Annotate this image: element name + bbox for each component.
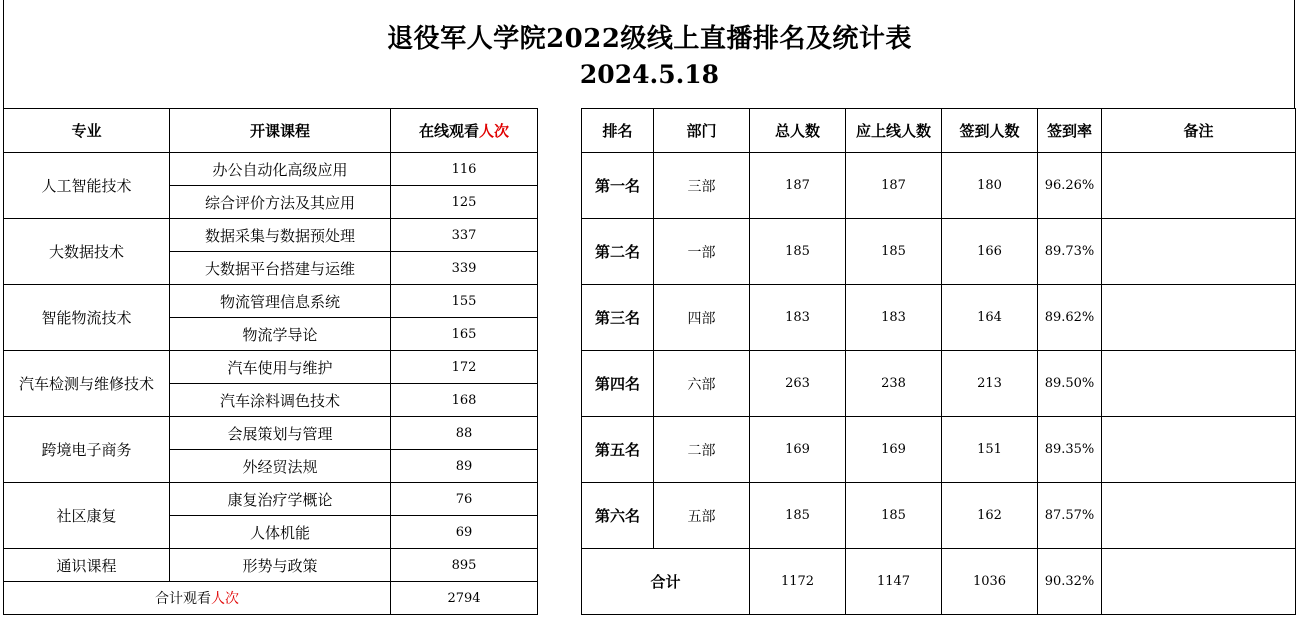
total-cell: 185	[750, 219, 846, 285]
views-cell: 165	[391, 318, 538, 351]
course-cell: 大数据平台搭建与运维	[170, 252, 391, 285]
expected-cell: 169	[846, 417, 942, 483]
signed-cell: 180	[942, 153, 1038, 219]
course-views-table	[3, 108, 538, 615]
ranking-total-label: 合计	[582, 549, 750, 615]
course-cell: 物流学导论	[170, 318, 391, 351]
signed-cell: 166	[942, 219, 1038, 285]
total-cell: 263	[750, 351, 846, 417]
header-rank: 排名	[582, 109, 654, 153]
header-views	[391, 109, 538, 153]
header-note: 备注	[1102, 109, 1296, 153]
major-cell: 人工智能技术	[4, 153, 170, 219]
page-date: 2024.5.18	[579, 60, 720, 89]
ranking-row	[582, 153, 1296, 219]
total-label-prefix: 合计观看	[155, 591, 211, 607]
attendance-ranking-table	[581, 108, 1296, 615]
major-cell: 社区康复	[4, 483, 170, 549]
total-rate-cell: 90.32%	[1038, 549, 1102, 615]
total-note-cell	[1102, 549, 1296, 615]
table-row	[4, 153, 538, 186]
rank-cell: 第二名	[582, 219, 654, 285]
header-rate: 签到率	[1038, 109, 1102, 153]
signed-cell: 151	[942, 417, 1038, 483]
total-row	[4, 582, 538, 615]
ranking-row	[582, 483, 1296, 549]
views-cell: 337	[391, 219, 538, 252]
rank-cell: 第一名	[582, 153, 654, 219]
ranking-total-row	[582, 549, 1296, 615]
expected-cell: 238	[846, 351, 942, 417]
views-cell: 895	[391, 549, 538, 582]
views-cell: 116	[391, 153, 538, 186]
course-cell: 外经贸法规	[170, 450, 391, 483]
major-cell: 跨境电子商务	[4, 417, 170, 483]
ranking-row	[582, 285, 1296, 351]
rank-cell: 第三名	[582, 285, 654, 351]
dept-cell: 一部	[654, 219, 750, 285]
table-row	[4, 549, 538, 582]
signed-cell: 162	[942, 483, 1038, 549]
views-cell: 155	[391, 285, 538, 318]
views-cell: 89	[391, 450, 538, 483]
major-cell: 汽车检测与维修技术	[4, 351, 170, 417]
expected-cell: 183	[846, 285, 942, 351]
course-cell: 数据采集与数据预处理	[170, 219, 391, 252]
major-cell: 智能物流技术	[4, 285, 170, 351]
total-cell: 187	[750, 153, 846, 219]
header-course: 开课课程	[170, 109, 391, 153]
table-row	[4, 219, 538, 252]
title-block	[0, 0, 1299, 108]
ranking-row	[582, 219, 1296, 285]
course-cell: 会展策划与管理	[170, 417, 391, 450]
left-header-row	[4, 109, 538, 153]
course-cell: 物流管理信息系统	[170, 285, 391, 318]
header-signed: 签到人数	[942, 109, 1038, 153]
views-cell: 172	[391, 351, 538, 384]
course-cell: 人体机能	[170, 516, 391, 549]
major-cell: 通识课程	[4, 549, 170, 582]
total-label-suffix: 人次	[211, 591, 239, 607]
expected-cell: 185	[846, 483, 942, 549]
table-row	[4, 285, 538, 318]
rate-cell: 89.35%	[1038, 417, 1102, 483]
header-views-prefix: 在线观看	[418, 122, 479, 140]
signed-cell: 213	[942, 351, 1038, 417]
total-total-cell: 1172	[750, 549, 846, 615]
rate-cell: 89.62%	[1038, 285, 1102, 351]
course-cell: 康复治疗学概论	[170, 483, 391, 516]
views-cell: 88	[391, 417, 538, 450]
right-header-row	[582, 109, 1296, 153]
note-cell	[1102, 285, 1296, 351]
views-cell: 69	[391, 516, 538, 549]
page-title: 退役军人学院2022级线上直播排名及统计表	[387, 24, 912, 54]
rank-cell: 第五名	[582, 417, 654, 483]
header-expected: 应上线人数	[846, 109, 942, 153]
expected-cell: 185	[846, 219, 942, 285]
major-cell: 大数据技术	[4, 219, 170, 285]
course-cell: 形势与政策	[170, 549, 391, 582]
note-cell	[1102, 219, 1296, 285]
rate-cell: 89.50%	[1038, 351, 1102, 417]
rank-cell: 第六名	[582, 483, 654, 549]
course-cell: 汽车使用与维护	[170, 351, 391, 384]
views-cell: 76	[391, 483, 538, 516]
note-cell	[1102, 153, 1296, 219]
total-signed-cell: 1036	[942, 549, 1038, 615]
header-major: 专业	[4, 109, 170, 153]
total-label-cell	[4, 582, 391, 615]
table-row	[4, 417, 538, 450]
dept-cell: 六部	[654, 351, 750, 417]
dept-cell: 五部	[654, 483, 750, 549]
signed-cell: 164	[942, 285, 1038, 351]
table-row	[4, 351, 538, 384]
course-cell: 汽车涂料调色技术	[170, 384, 391, 417]
course-cell: 办公自动化高级应用	[170, 153, 391, 186]
header-dept: 部门	[654, 109, 750, 153]
rank-cell: 第四名	[582, 351, 654, 417]
ranking-row	[582, 417, 1296, 483]
note-cell	[1102, 351, 1296, 417]
dept-cell: 二部	[654, 417, 750, 483]
expected-cell: 187	[846, 153, 942, 219]
dept-cell: 四部	[654, 285, 750, 351]
total-cell: 183	[750, 285, 846, 351]
rate-cell: 87.57%	[1038, 483, 1102, 549]
total-cell: 169	[750, 417, 846, 483]
rate-cell: 89.73%	[1038, 219, 1102, 285]
views-cell: 125	[391, 186, 538, 219]
total-expected-cell: 1147	[846, 549, 942, 615]
note-cell	[1102, 417, 1296, 483]
views-cell: 339	[391, 252, 538, 285]
views-cell: 168	[391, 384, 538, 417]
note-cell	[1102, 483, 1296, 549]
total-views-cell: 2794	[391, 582, 538, 615]
total-cell: 185	[750, 483, 846, 549]
ranking-row	[582, 351, 1296, 417]
table-row	[4, 483, 538, 516]
header-views-suffix: 人次	[479, 122, 510, 140]
rate-cell: 96.26%	[1038, 153, 1102, 219]
header-total: 总人数	[750, 109, 846, 153]
course-cell: 综合评价方法及其应用	[170, 186, 391, 219]
dept-cell: 三部	[654, 153, 750, 219]
